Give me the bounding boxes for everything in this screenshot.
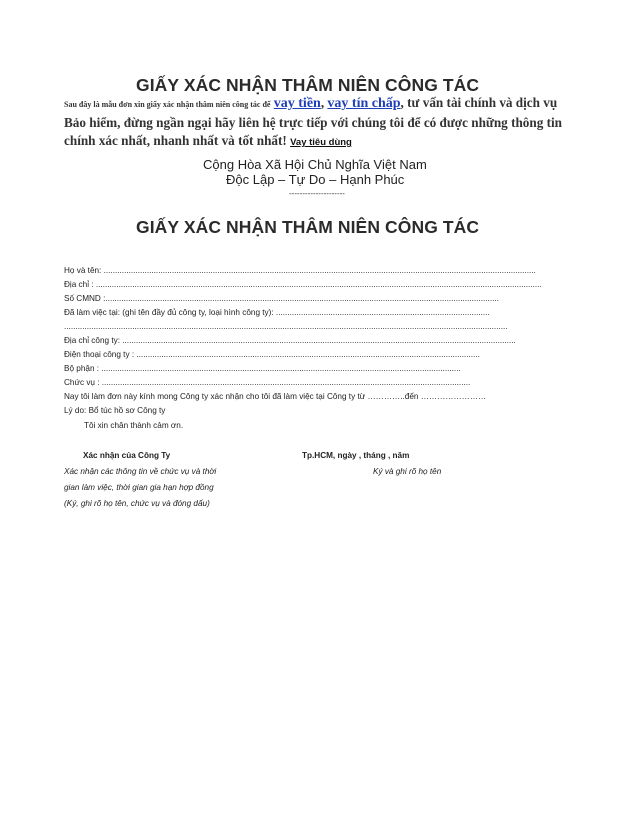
intro-body: , tư vấn tài chính và dịch vụ Bảo hiểm, đừng ngần ngại hãy liên hệ trực tiếp với chúng tôi để có được những thông tin chính xác nhất, nhanh nhất và tốt nhất! <box>64 95 563 148</box>
link-vay-tien[interactable]: vay tiền <box>273 96 321 111</box>
field-full-name: Họ và tên: .............................................................................................................................................................................................. <box>64 266 536 275</box>
separator-line: --------------------- <box>289 189 345 198</box>
field-company-phone: Điện thoại công ty : ....................................................................................................................................................... <box>64 350 480 359</box>
field-position: Chức vụ : .................................................................................................................................................................. <box>64 378 471 387</box>
thanks-line: Tôi xin chân thành cảm ơn. <box>84 421 184 430</box>
reason-line: Lý do: Bổ túc hồ sơ Công ty <box>64 406 166 415</box>
field-id-number: Số CMND :............................................................................................................................................................................. <box>64 294 499 303</box>
field-company-address: Địa chỉ công ty: ............................................................................................................................................................................. <box>64 336 516 345</box>
company-confirmation-header: Xác nhận của Công Ty <box>83 451 171 460</box>
link-vay-tin-chap[interactable]: vay tín chấp <box>327 96 401 111</box>
company-note-line-1: Xác nhận các thông tin về chức vụ và thời <box>64 467 217 476</box>
field-workplace: Đã làm việc tại: (ghi tên đầy đủ công ty, loại hình công ty): .............................................................................................. <box>64 308 490 317</box>
intro-lead: Sau đây là mẫu đơn xin giấy xác nhận thâm niên công tác để <box>64 100 271 109</box>
nation-name: Cộng Hòa Xã Hội Chủ Nghĩa Việt Nam <box>203 157 427 172</box>
field-department: Bộ phận : .............................................................................................................................................................. <box>64 364 461 373</box>
date-place-header: Tp.HCM, ngày , tháng , năm <box>302 451 410 460</box>
field-address: Địa chỉ : .................................................................................................................................................................................................... <box>64 280 542 289</box>
sign-name-note: Ký và ghi rõ họ tên <box>373 467 442 476</box>
request-statement: Nay tôi làm đơn này kính mong Công ty xác nhận cho tôi đã làm việc tại Công ty từ …………..đến …………………… <box>64 392 487 401</box>
field-workplace-continued: ................................................................................................................................................................................................... <box>64 322 508 331</box>
company-note-line-2: gian làm việc, thời gian gia hạn hợp đồng <box>64 483 214 492</box>
link-vay-tieu-dung[interactable]: Vay tiêu dùng <box>290 137 352 148</box>
intro-comma: , <box>320 95 325 110</box>
document-top-title: GIẤY XÁC NHẬN THÂM NIÊN CÔNG TÁC <box>136 75 480 95</box>
nation-motto: Độc Lập – Tự Do – Hạnh Phúc <box>226 172 405 187</box>
company-note-line-3: (Ký, ghi rõ họ tên, chức vụ và đóng dấu) <box>64 499 210 508</box>
intro-paragraph <box>64 94 564 152</box>
main-title: GIẤY XÁC NHẬN THÂM NIÊN CÔNG TÁC <box>136 217 480 237</box>
